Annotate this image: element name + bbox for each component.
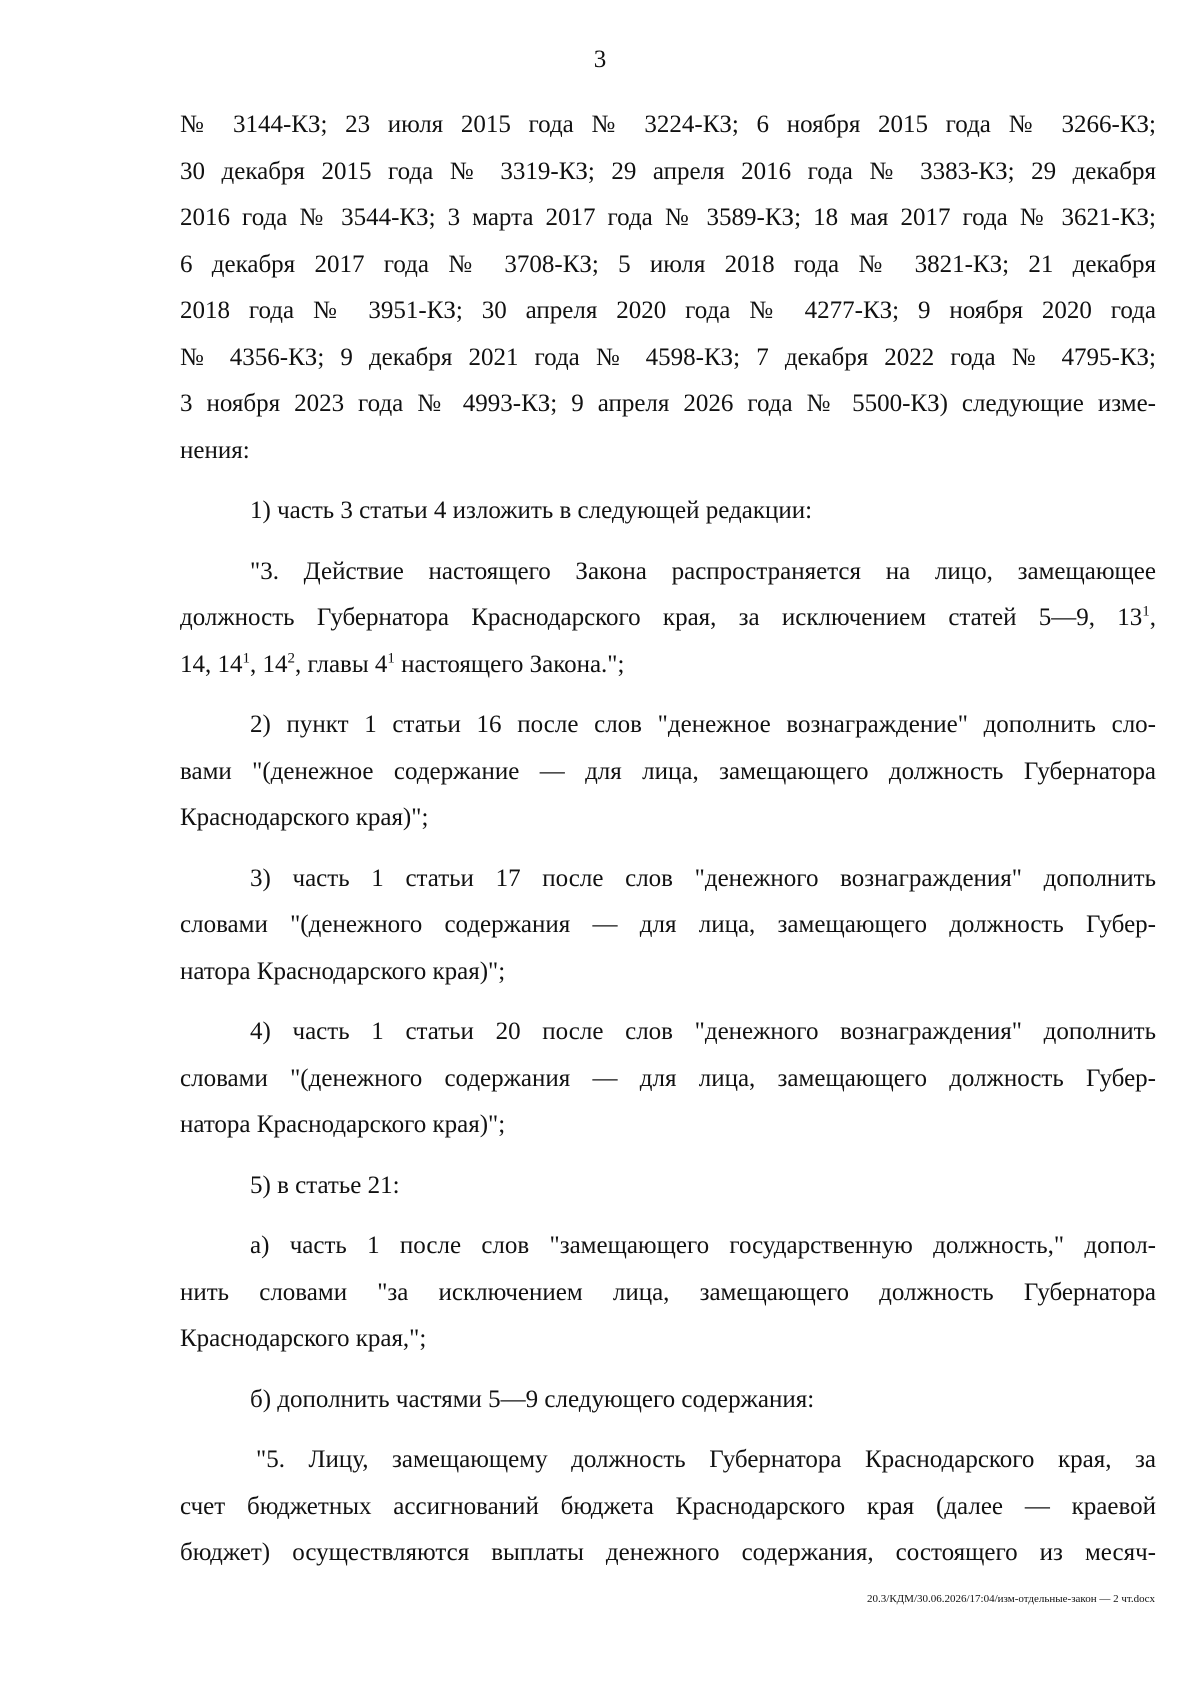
page-number: 3 xyxy=(593,46,607,73)
intro-line: 3 ноября 2023 года № 4993-КЗ; 9 апреля 2026 года № 5500-КЗ) следующие изме- xyxy=(180,390,1156,417)
footer-file-reference: 20.3/КДМ/30.06.2026/17:04/изм-отдельные-закон — 2 чт.docx xyxy=(867,1593,1155,1605)
item-5a-line: а) часть 1 после слов "замещающего государственную должность," допол- xyxy=(250,1232,1156,1259)
item-5a-line: нить словами "за исключением лица, замещающего должность Губернатора xyxy=(180,1278,1156,1306)
item-3-line: натора Краснодарского края)"; xyxy=(180,957,506,985)
item-3-line: словами "(денежного содержания — для лица, замещающего должность Губер- xyxy=(180,911,1156,938)
item-5b: б) дополнить частями 5—9 следующего содержания: xyxy=(250,1385,815,1413)
item-2-line: Краснодарского края)"; xyxy=(180,804,429,831)
item-5b-quote-line: "5. Лицу, замещающему должность Губернатора Краснодарского края, за xyxy=(256,1446,1156,1473)
item-2-line: вами "(денежное содержание — для лица, замещающего должность Губернатора xyxy=(180,757,1156,785)
item-1-quote-line: "3. Действие настоящего Закона распространяется на лицо, замещающее xyxy=(250,557,1156,585)
item-4-line: 4) часть 1 статьи 20 после слов "денежного вознаграждения" дополнить xyxy=(250,1018,1156,1045)
intro-line: 2016 года № 3544-КЗ; 3 марта 2017 года № 3589-КЗ; 18 мая 2017 года № 3621-КЗ; xyxy=(180,204,1156,231)
item-1: 1) часть 3 статьи 4 изложить в следующей редакции: xyxy=(250,497,813,524)
intro-line: № 4356-КЗ; 9 декабря 2021 года № 4598-КЗ; 7 декабря 2022 года № 4795-КЗ; xyxy=(180,343,1156,371)
item-1-quote-line: должность Губернатора Краснодарского края, за исключением статей 5—9, $13^1$, xyxy=(180,603,1156,631)
item-2-line: 2) пункт 1 статьи 16 после слов "денежное вознаграждение" дополнить сло- xyxy=(250,711,1156,738)
intro-line: 2018 года № 3951-КЗ; 30 апреля 2020 года № 4277-КЗ; 9 ноября 2020 года xyxy=(180,297,1156,324)
intro-line: 30 декабря 2015 года № 3319-КЗ; 29 апреля 2016 года № 3383-КЗ; 29 декабря xyxy=(180,157,1156,185)
item-1-quote-line: 14, $14^1$, $14^2$, главы $4^1$ настоящего Закона."; xyxy=(180,650,625,678)
item-5a-line: Краснодарского края,"; xyxy=(180,1325,427,1352)
item-5b-quote-line: бюджет) осуществляются выплаты денежного содержания, состоящего из месяч- xyxy=(180,1539,1156,1566)
item-4-line: натора Краснодарского края)"; xyxy=(180,1111,506,1138)
item-3-line: 3) часть 1 статьи 17 после слов "денежного вознаграждения" дополнить xyxy=(250,864,1156,892)
document-body xyxy=(180,102,1156,1577)
item-4-line: словами "(денежного содержания — для лица, замещающего должность Губер- xyxy=(180,1064,1156,1092)
intro-line: нения: xyxy=(180,436,250,464)
intro-line: № 3144-КЗ; 23 июля 2015 года № 3224-КЗ; 6 ноября 2015 года № 3266-КЗ; xyxy=(180,111,1156,138)
item-5: 5) в статье 21: xyxy=(250,1171,400,1199)
item-5b-quote-line: счет бюджетных ассигнований бюджета Краснодарского края (далее — краевой xyxy=(180,1492,1156,1520)
intro-line: 6 декабря 2017 года № 3708-КЗ; 5 июля 2018 года № 3821-КЗ; 21 декабря xyxy=(180,250,1156,278)
